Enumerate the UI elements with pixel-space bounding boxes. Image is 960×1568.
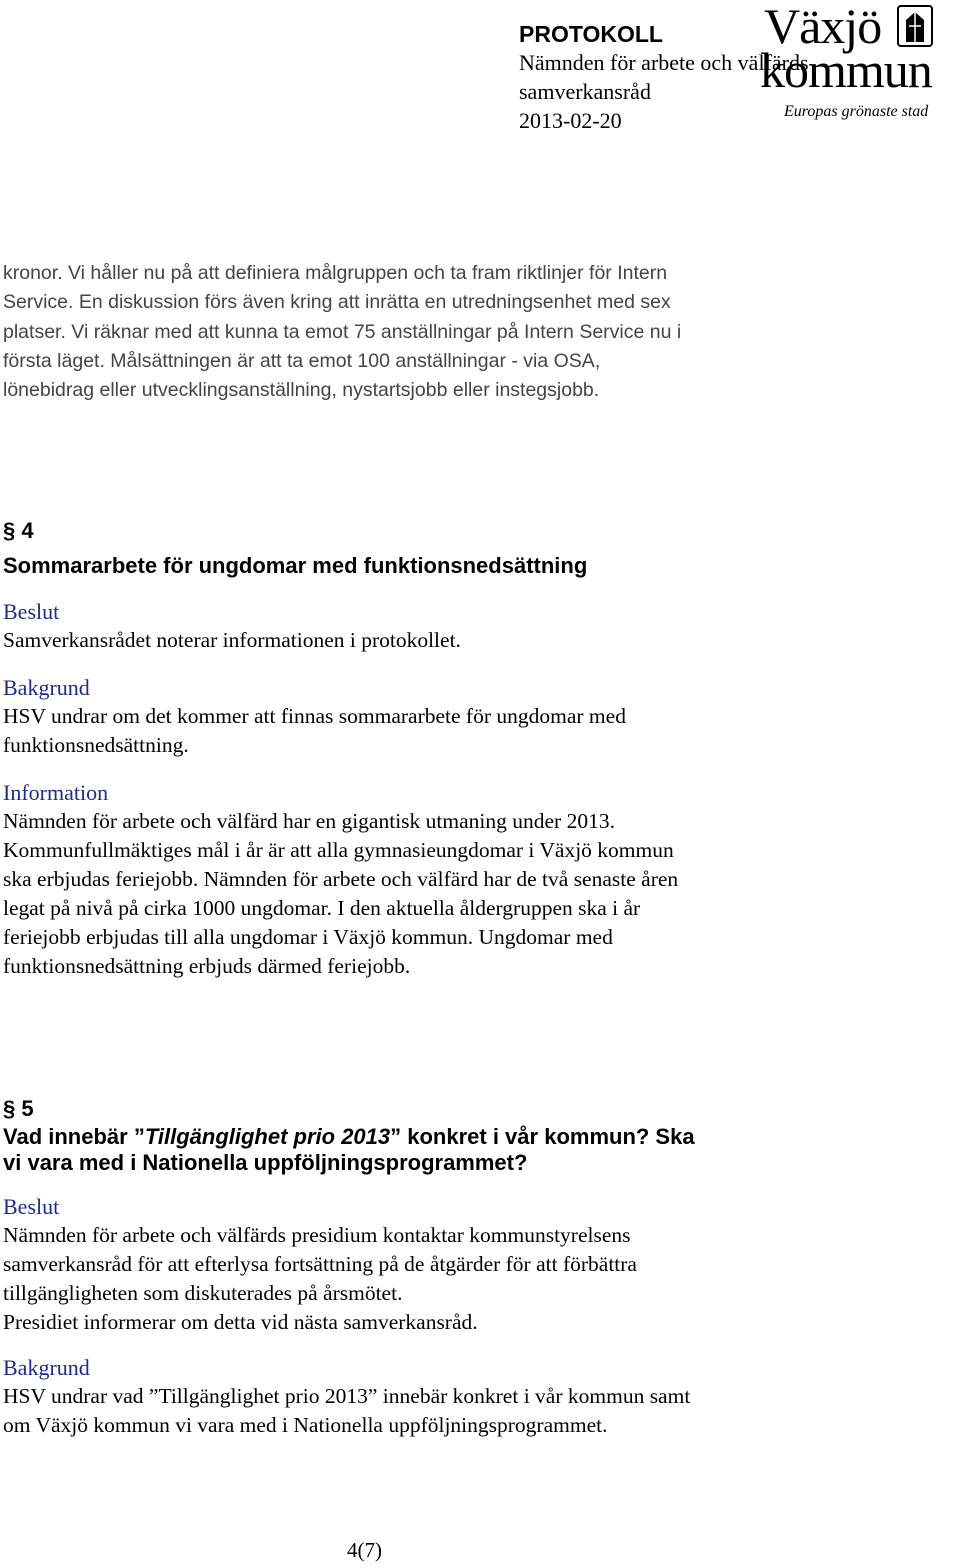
bakgrund-heading: Bakgrund: [3, 1355, 90, 1380]
bakgrund-heading: Bakgrund: [3, 675, 90, 700]
section-number: § 5: [3, 1096, 34, 1121]
information-heading: Information: [3, 780, 109, 805]
text-line: tillgängligheten som diskuterades på årsmötet.: [3, 1281, 403, 1305]
text-line: Nämnden för arbete och välfärd har en gigantisk utmaning under 2013.: [3, 809, 615, 833]
text-line: samverkansråd för att efterlysa fortsättning på de åtgärder för att förbättra: [3, 1252, 637, 1276]
text-line: funktionsnedsättning erbjuds därmed feriejobb.: [3, 954, 411, 978]
header-committee: Nämnden för arbete och välfärds: [519, 50, 809, 75]
text-line: kronor. Vi håller nu på att definiera målgruppen och ta fram riktlinjer för Intern: [3, 262, 668, 284]
logo-word-vaxjo: Växjö: [764, 0, 882, 54]
text-line: legat på nivå på cirka 1000 ungdomar. I den aktuella åldergruppen ska i år: [3, 896, 641, 920]
section-5: [3, 1096, 695, 1440]
text-line: Service. En diskussion förs även kring att inrätta en utredningsenhet med sex: [3, 291, 671, 314]
text-line: första läget. Målsättningen är att ta emot 100 anställningar - via OSA,: [3, 349, 601, 372]
header-council: samverkansråd: [519, 79, 651, 104]
text-line: feriejobb erbjudas till alla ungdomar i Växjö kommun. Ungdomar med: [3, 925, 613, 949]
section-title: Sommararbete för ungdomar med funktionsnedsättning: [3, 553, 588, 578]
text-line: ska erbjudas feriejobb. Nämnden för arbete och välfärd har de två senaste åren: [3, 867, 679, 891]
text-line: funktionsnedsättning.: [3, 733, 189, 757]
document-header: [519, 20, 809, 135]
header-date: 2013-02-20: [519, 108, 622, 133]
intro-paragraph: [3, 259, 681, 405]
text-line: Nämnden för arbete och välfärds presidium kontaktar kommunstyrelsens: [3, 1223, 631, 1247]
text-line: Presidiet informerar om detta vid nästa samverkansråd.: [3, 1310, 478, 1334]
text-line: lönebidrag eller utvecklingsanställning, nystartsjobb eller instegsjobb.: [3, 379, 600, 402]
section-4: [3, 518, 678, 981]
beslut-text: Samverkansrådet noterar informationen i protokollet.: [3, 628, 461, 652]
section-number: § 4: [3, 518, 34, 543]
text-line: Kommunfullmäktiges mål i år är att alla gymnasieungdomar i Växjö kommun: [3, 838, 674, 862]
vaxjo-kommun-logo: [758, 2, 958, 127]
text-line: HSV undrar vad ”Tillgänglighet prio 2013” innebär konkret i vår kommun samt: [3, 1384, 691, 1408]
section-title-line2: vi vara med i Nationella uppföljningsprogrammet?: [3, 1150, 528, 1175]
logo-word-kommun: kommun: [760, 42, 932, 98]
text-line: platser. Vi räknar med att kunna ta emot 75 anställningar på Intern Service nu i: [3, 320, 682, 343]
document-type-title: PROTOKOLL: [519, 21, 663, 47]
logo-tagline: Europas grönaste stad: [784, 103, 929, 120]
beslut-heading: Beslut: [3, 1194, 60, 1219]
beslut-heading: Beslut: [3, 599, 60, 624]
text-line: om Växjö kommun vi vara med i Nationella uppföljningsprogrammet.: [3, 1413, 608, 1437]
text-line: HSV undrar om det kommer att finnas sommararbete för ungdomar med: [3, 704, 626, 728]
page-number: 4(7): [347, 1538, 382, 1562]
section-title: Vad innebär ”Tillgänglighet prio 2013” konkret i vår kommun? Ska: [3, 1124, 695, 1149]
